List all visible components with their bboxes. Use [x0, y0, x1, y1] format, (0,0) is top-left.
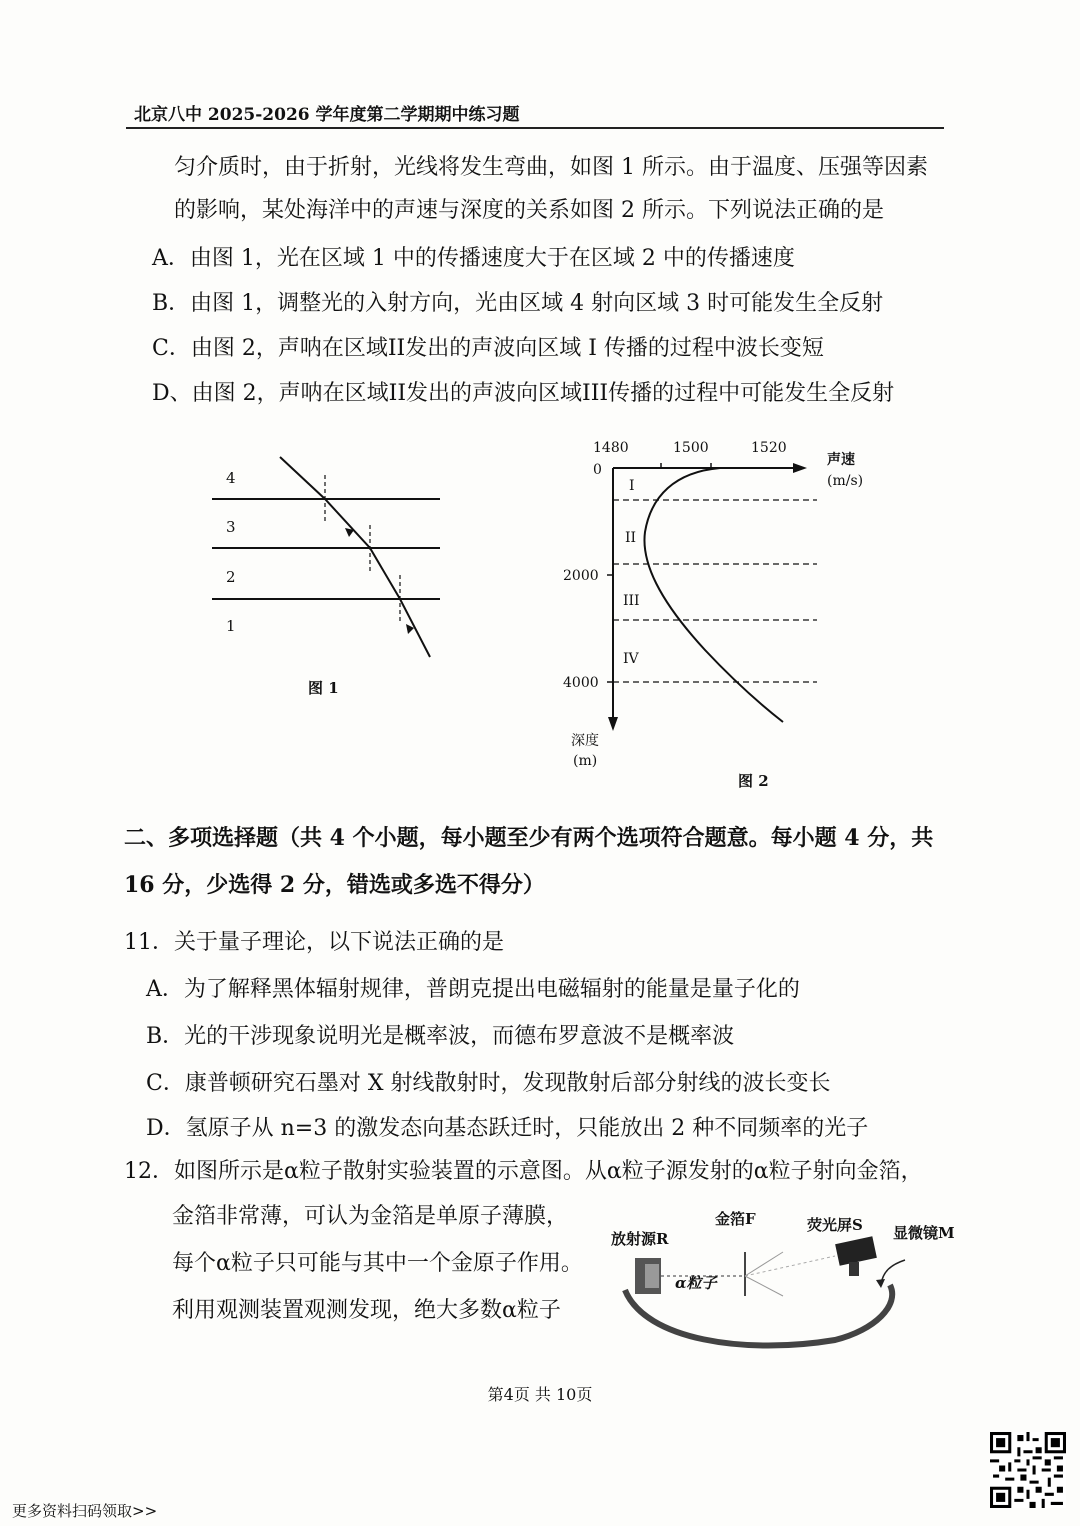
q11-option-b: B．光的干涉现象说明光是概率波，而德布罗意波不是概率波	[146, 1024, 735, 1049]
fig1-region-2: 2	[226, 568, 236, 586]
q12-stem-line3: 每个α粒子只可能与其中一个金原子作用。	[172, 1251, 583, 1276]
scatter-ray-3	[745, 1256, 835, 1276]
q11-option-d: D．氢原子从 n=3 的激发态向基态跃迁时，只能放出 2 种不同频率的光子	[146, 1116, 869, 1141]
fig2-speed-curve	[644, 468, 783, 722]
q10-stem-line1: 匀介质时，由于折射，光线将发生弯曲，如图 1 所示。由于温度、压强等因素	[174, 155, 928, 180]
microscope-base	[849, 1262, 859, 1276]
label-alpha-particle: α粒子	[675, 1274, 717, 1292]
figure-2-sound-speed-depth	[555, 432, 875, 797]
fig2-y-tick-label-4000: 4000	[563, 675, 599, 691]
fig2-y-tick-label-0: 0	[593, 462, 602, 478]
fig2-y-axis-label: 深度	[571, 733, 599, 749]
label-foil-f: 金箔F	[715, 1210, 756, 1228]
fig2-region-IV: IV	[623, 651, 639, 667]
label-screen-s: 荧光屏S	[807, 1216, 863, 1234]
section2-heading-line2: 16 分，少选得 2 分，错选或多选不得分）	[124, 872, 545, 898]
scatter-ray-2	[745, 1276, 783, 1296]
fig2-region-III: III	[623, 593, 640, 609]
fig1-region-4: 4	[226, 469, 236, 487]
rotation-arrow-head	[876, 1279, 885, 1288]
section2-heading-line1: 二、多项选择题（共 4 个小题，每小题至少有两个选项符合题意。每小题 4 分，共	[124, 825, 934, 851]
microscope-body	[835, 1236, 877, 1265]
fig2-x-tick-label-1520: 1520	[751, 440, 787, 456]
page-header-title: 北京八中 2025-2026 学年度第二学期期中练习题	[134, 105, 520, 125]
fig2-x-tick-label-1500: 1500	[673, 440, 709, 456]
fig1-region-3: 3	[226, 518, 236, 536]
q12-stem-line4: 利用观测装置观测发现，绝大多数α粒子	[172, 1298, 561, 1323]
fig1-region-1: 1	[226, 617, 236, 635]
rotation-arrow	[881, 1260, 905, 1284]
header-rule	[126, 127, 944, 129]
label-microscope-m: 显微镜M	[893, 1224, 955, 1242]
fig2-region-II: II	[625, 530, 637, 546]
scan-for-more-note: 更多资料扫码领取>>	[12, 1502, 158, 1520]
page-footer: 第4页 共 10页	[487, 1385, 593, 1404]
fig2-y-axis-unit: (m)	[573, 753, 598, 769]
q11-stem: 11．关于量子理论，以下说法正确的是	[124, 930, 504, 955]
alpha-scattering-apparatus-figure	[605, 1200, 965, 1360]
fig2-x-axis-label: 声速	[827, 452, 855, 468]
fig2-region-I: I	[629, 478, 635, 494]
q12-stem-line1: 12．如图所示是α粒子散射实验装置的示意图。从α粒子源发射的α粒子射向金箔，	[124, 1159, 923, 1184]
fig2-x-axis-arrow	[793, 463, 807, 473]
fig2-x-tick-label-1480: 1480	[593, 440, 629, 456]
scatter-ray-1	[745, 1252, 783, 1276]
q11-option-c: C．康普顿研究石墨对 X 射线散射时，发现散射后部分射线的波长变长	[146, 1071, 831, 1096]
label-source-r: 放射源R	[611, 1230, 669, 1248]
radiation-source-inner	[645, 1264, 659, 1288]
fig2-y-axis-arrow	[608, 717, 618, 731]
q10-option-b: B．由图 1，调整光的入射方向，光由区域 4 射向区域 3 时可能发生全反射	[152, 291, 884, 316]
apparatus-circular-track	[625, 1285, 892, 1346]
q10-option-a: A．由图 1，光在区域 1 中的传播速度大于在区域 2 中的传播速度	[152, 246, 795, 271]
fig2-x-axis-unit: (m/s)	[827, 473, 864, 489]
q12-stem-line2: 金箔非常薄，可认为金箔是单原子薄膜，	[172, 1204, 569, 1229]
q11-option-a: A．为了解释黑体辐射规律，普朗克提出电磁辐射的能量是量子化的	[146, 977, 800, 1002]
q10-stem-line2: 的影响，某处海洋中的声速与深度的关系如图 2 所示。下列说法正确的是	[174, 198, 884, 223]
fig1-caption: 图 1	[308, 679, 339, 697]
q10-option-c: C．由图 2，声呐在区域II发出的声波向区域 I 传播的过程中波长变短	[152, 336, 824, 361]
fig2-y-tick-label-2000: 2000	[563, 568, 599, 584]
fig2-caption: 图 2	[738, 772, 769, 790]
qr-code-image[interactable]	[990, 1432, 1066, 1508]
figure-1-refraction	[200, 445, 460, 710]
q10-option-d: D、由图 2，声呐在区域II发出的声波向区域III传播的过程中可能发生全反射	[152, 381, 895, 406]
